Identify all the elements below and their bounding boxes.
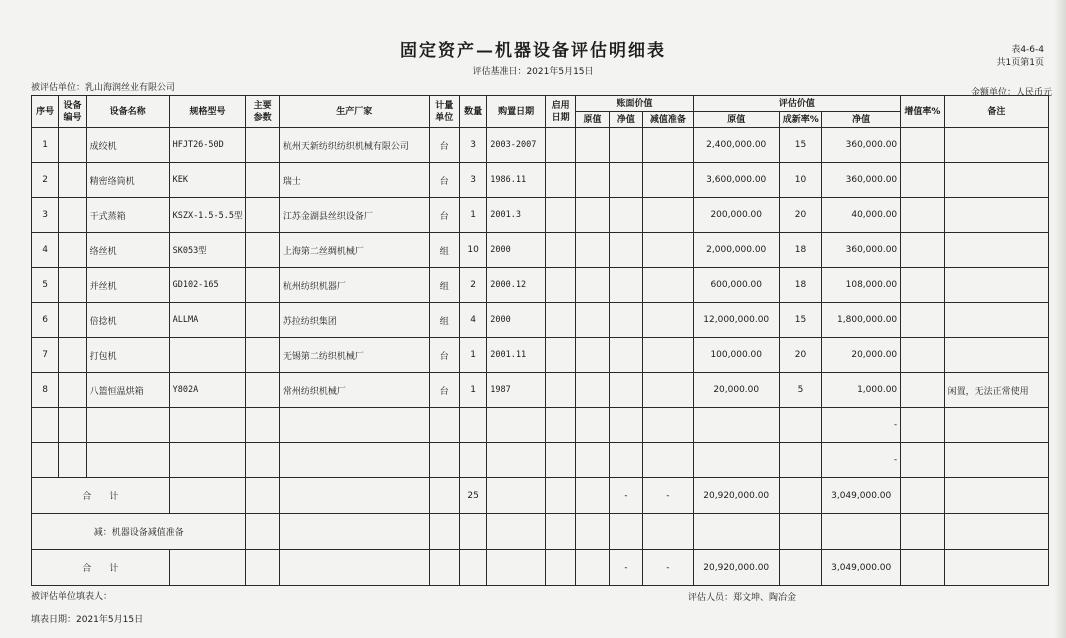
row-newness-rate: 5 bbox=[779, 373, 821, 408]
row-maker: 常州纺织机械厂 bbox=[279, 373, 429, 408]
total-book-net: - bbox=[609, 478, 642, 514]
row-seq: 1 bbox=[32, 128, 59, 163]
row-model: ALLMA bbox=[169, 303, 246, 338]
row-impairment bbox=[643, 338, 694, 373]
row-equipment-name: 成绞机 bbox=[86, 128, 169, 163]
page-edge-shadow bbox=[1054, 0, 1066, 638]
header-purchase-date: 购置日期 bbox=[487, 96, 546, 128]
row-qty: 4 bbox=[459, 303, 486, 338]
row-appraised-original: 12,000,000.00 bbox=[693, 303, 779, 338]
row-appraised-net: 1,800,000.00 bbox=[822, 303, 901, 338]
row-book-net bbox=[609, 128, 642, 163]
header-increase-rate: 增值率% bbox=[901, 96, 945, 128]
row-appraised-original: 200,000.00 bbox=[693, 198, 779, 233]
row-purchase-date: 2001.3 bbox=[487, 198, 546, 233]
final-total-book-net: - bbox=[609, 550, 642, 586]
row-model: KSZX-1.5-5.5型 bbox=[169, 198, 246, 233]
table-number: 表4-6-4 bbox=[1011, 45, 1044, 55]
row-seq: 6 bbox=[32, 303, 59, 338]
row-book-original bbox=[576, 373, 609, 408]
row-model: KEK bbox=[169, 163, 246, 198]
blank-row bbox=[32, 408, 1049, 443]
row-start-date bbox=[545, 198, 575, 233]
row-start-date bbox=[545, 163, 575, 198]
header-book-value: 账面价值 bbox=[576, 96, 693, 112]
row-increase-rate bbox=[901, 233, 945, 268]
row-appraised-original: 2,400,000.00 bbox=[693, 128, 779, 163]
row-equipment-name: 打包机 bbox=[86, 338, 169, 373]
row-model: Y802A bbox=[169, 373, 246, 408]
row-book-net bbox=[609, 163, 642, 198]
row-remark bbox=[944, 338, 1048, 373]
header-book-net: 净值 bbox=[609, 112, 642, 128]
total-row bbox=[32, 478, 1049, 514]
row-qty: 3 bbox=[459, 163, 486, 198]
row-equip-no bbox=[59, 303, 86, 338]
row-params bbox=[246, 163, 279, 198]
header-newness: 成新率% bbox=[779, 112, 821, 128]
header-equip-no: 设备编号 bbox=[59, 96, 86, 128]
row-appraised-original: 3,600,000.00 bbox=[693, 163, 779, 198]
row-purchase-date: 2003-2007 bbox=[487, 128, 546, 163]
row-appraised-net: 360,000.00 bbox=[822, 128, 901, 163]
row-increase-rate bbox=[901, 198, 945, 233]
row-start-date bbox=[545, 338, 575, 373]
row-qty: 1 bbox=[459, 373, 486, 408]
row-equip-no bbox=[59, 233, 86, 268]
blank-row-dash: - bbox=[822, 408, 901, 443]
header-book-original: 原值 bbox=[576, 112, 609, 128]
footer-appraisers: 评估人员：郑文坤、陶冶金 bbox=[688, 593, 797, 603]
row-maker: 瑞士 bbox=[279, 163, 429, 198]
row-params bbox=[246, 373, 279, 408]
row-maker: 苏拉纺织集团 bbox=[279, 303, 429, 338]
row-equipment-name: 并丝机 bbox=[86, 268, 169, 303]
row-impairment bbox=[643, 268, 694, 303]
row-unit: 台 bbox=[429, 163, 459, 198]
row-increase-rate bbox=[901, 303, 945, 338]
row-book-original bbox=[576, 338, 609, 373]
row-params bbox=[246, 303, 279, 338]
total-impairment: - bbox=[643, 478, 694, 514]
row-book-original bbox=[576, 128, 609, 163]
row-newness-rate: 10 bbox=[779, 163, 821, 198]
row-purchase-date: 2000 bbox=[487, 303, 546, 338]
table-row bbox=[32, 303, 1049, 338]
row-newness-rate: 20 bbox=[779, 338, 821, 373]
header-appr-original: 原值 bbox=[693, 112, 779, 128]
row-unit: 台 bbox=[429, 338, 459, 373]
row-maker: 无锡第二纺织机械厂 bbox=[279, 338, 429, 373]
row-remark bbox=[944, 128, 1048, 163]
row-equip-no bbox=[59, 338, 86, 373]
row-appraised-net: 360,000.00 bbox=[822, 233, 901, 268]
row-qty: 1 bbox=[459, 338, 486, 373]
table-row bbox=[32, 338, 1049, 373]
row-maker: 杭州纺织机器厂 bbox=[279, 268, 429, 303]
header-params: 主要参数 bbox=[246, 96, 279, 128]
row-book-original bbox=[576, 303, 609, 338]
final-total-row bbox=[32, 550, 1049, 586]
row-purchase-date: 1986.11 bbox=[487, 163, 546, 198]
row-newness-rate: 18 bbox=[779, 268, 821, 303]
row-qty: 10 bbox=[459, 233, 486, 268]
row-remark bbox=[944, 303, 1048, 338]
row-model bbox=[169, 338, 246, 373]
header-qty: 数量 bbox=[459, 96, 486, 128]
row-maker: 江苏金湖县丝织设备厂 bbox=[279, 198, 429, 233]
row-remark: 闲置，无法正常使用 bbox=[944, 373, 1048, 408]
row-newness-rate: 15 bbox=[779, 303, 821, 338]
row-start-date bbox=[545, 268, 575, 303]
row-equipment-name: 络丝机 bbox=[86, 233, 169, 268]
row-params bbox=[246, 338, 279, 373]
row-equipment-name: 八篮恒温烘箱 bbox=[86, 373, 169, 408]
row-appraised-net: 20,000.00 bbox=[822, 338, 901, 373]
row-equipment-name: 干式蒸箱 bbox=[86, 198, 169, 233]
row-impairment bbox=[643, 303, 694, 338]
row-model: HFJT26-50D bbox=[169, 128, 246, 163]
row-model: SK053型 bbox=[169, 233, 246, 268]
footer-filler: 被评估单位填表人： bbox=[31, 592, 113, 602]
row-book-net bbox=[609, 198, 642, 233]
row-equip-no bbox=[59, 198, 86, 233]
row-appraised-net: 40,000.00 bbox=[822, 198, 901, 233]
row-unit: 台 bbox=[429, 128, 459, 163]
row-remark bbox=[944, 163, 1048, 198]
footer-fill-date: 填表日期：2021年5月15日 bbox=[31, 615, 144, 625]
header-appraised-value: 评估价值 bbox=[693, 96, 900, 112]
row-qty: 2 bbox=[459, 268, 486, 303]
row-purchase-date: 1987 bbox=[487, 373, 546, 408]
row-params bbox=[246, 128, 279, 163]
row-start-date bbox=[545, 128, 575, 163]
row-newness-rate: 18 bbox=[779, 233, 821, 268]
header-impairment: 减值准备 bbox=[643, 112, 694, 128]
row-unit: 台 bbox=[429, 373, 459, 408]
row-book-net bbox=[609, 268, 642, 303]
row-unit: 组 bbox=[429, 233, 459, 268]
page-title: 固定资产—机器设备评估明细表 bbox=[400, 41, 666, 61]
row-appraised-net: 1,000.00 bbox=[822, 373, 901, 408]
total-appraised-net: 3,049,000.00 bbox=[822, 478, 901, 514]
row-newness-rate: 15 bbox=[779, 128, 821, 163]
row-increase-rate bbox=[901, 373, 945, 408]
row-book-original bbox=[576, 163, 609, 198]
asset-valuation-table bbox=[31, 95, 1049, 586]
row-unit: 组 bbox=[429, 268, 459, 303]
row-unit: 组 bbox=[429, 303, 459, 338]
row-purchase-date: 2000.12 bbox=[487, 268, 546, 303]
row-increase-rate bbox=[901, 268, 945, 303]
blank-row-dash: - bbox=[822, 443, 901, 478]
table-row bbox=[32, 233, 1049, 268]
header-model: 规格型号 bbox=[169, 96, 246, 128]
row-impairment bbox=[643, 163, 694, 198]
row-params bbox=[246, 198, 279, 233]
row-seq: 3 bbox=[32, 198, 59, 233]
row-equip-no bbox=[59, 373, 86, 408]
row-seq: 2 bbox=[32, 163, 59, 198]
table-row bbox=[32, 373, 1049, 408]
row-increase-rate bbox=[901, 163, 945, 198]
row-equip-no bbox=[59, 163, 86, 198]
row-remark bbox=[944, 268, 1048, 303]
row-params bbox=[246, 233, 279, 268]
row-appraised-original: 20,000.00 bbox=[693, 373, 779, 408]
row-purchase-date: 2000 bbox=[487, 233, 546, 268]
row-impairment bbox=[643, 373, 694, 408]
valuation-base-date: 评估基准日：2021年5月15日 bbox=[472, 67, 594, 77]
row-remark bbox=[944, 233, 1048, 268]
total-appraised-original: 20,920,000.00 bbox=[693, 478, 779, 514]
row-equipment-name: 精密络筒机 bbox=[86, 163, 169, 198]
table-row bbox=[32, 268, 1049, 303]
row-maker: 上海第二丝绸机械厂 bbox=[279, 233, 429, 268]
row-appraised-original: 2,000,000.00 bbox=[693, 233, 779, 268]
row-equipment-name: 倍捻机 bbox=[86, 303, 169, 338]
header-start-date: 启用日期 bbox=[545, 96, 575, 128]
header-appr-net: 净值 bbox=[822, 112, 901, 128]
row-qty: 3 bbox=[459, 128, 486, 163]
row-start-date bbox=[545, 233, 575, 268]
row-book-net bbox=[609, 373, 642, 408]
row-qty: 1 bbox=[459, 198, 486, 233]
less-impairment-label: 减：机器设备减值准备 bbox=[32, 514, 246, 550]
row-model: GD102-165 bbox=[169, 268, 246, 303]
row-params bbox=[246, 268, 279, 303]
final-total-appraised-net: 3,049,000.00 bbox=[822, 550, 901, 586]
row-purchase-date: 2001.11 bbox=[487, 338, 546, 373]
final-total-label: 合 计 bbox=[32, 550, 170, 586]
total-label: 合 计 bbox=[32, 478, 170, 514]
header-remark: 备注 bbox=[944, 96, 1048, 128]
row-impairment bbox=[643, 128, 694, 163]
header-name: 设备名称 bbox=[86, 96, 169, 128]
header-row-1 bbox=[32, 96, 1049, 112]
final-total-impairment: - bbox=[643, 550, 694, 586]
row-seq: 8 bbox=[32, 373, 59, 408]
table-row bbox=[32, 198, 1049, 233]
row-book-original bbox=[576, 268, 609, 303]
page-info: 共1页第1页 bbox=[996, 58, 1044, 68]
row-impairment bbox=[643, 233, 694, 268]
row-increase-rate bbox=[901, 338, 945, 373]
header-unit: 计量单位 bbox=[429, 96, 459, 128]
row-appraised-original: 600,000.00 bbox=[693, 268, 779, 303]
row-start-date bbox=[545, 303, 575, 338]
row-impairment bbox=[643, 198, 694, 233]
row-appraised-net: 108,000.00 bbox=[822, 268, 901, 303]
row-newness-rate: 20 bbox=[779, 198, 821, 233]
table-row bbox=[32, 163, 1049, 198]
row-seq: 7 bbox=[32, 338, 59, 373]
row-remark bbox=[944, 198, 1048, 233]
impairment-row bbox=[32, 514, 1049, 550]
blank-row bbox=[32, 443, 1049, 478]
final-total-appraised-original: 20,920,000.00 bbox=[693, 550, 779, 586]
header-seq: 序号 bbox=[32, 96, 59, 128]
row-start-date bbox=[545, 373, 575, 408]
row-appraised-net: 360,000.00 bbox=[822, 163, 901, 198]
row-book-net bbox=[609, 303, 642, 338]
row-book-net bbox=[609, 338, 642, 373]
row-increase-rate bbox=[901, 128, 945, 163]
row-maker: 杭州天新纺织纺织机械有限公司 bbox=[279, 128, 429, 163]
total-qty: 25 bbox=[459, 478, 486, 514]
row-equip-no bbox=[59, 128, 86, 163]
header-maker: 生产厂家 bbox=[279, 96, 429, 128]
row-equip-no bbox=[59, 268, 86, 303]
table-row bbox=[32, 128, 1049, 163]
row-seq: 4 bbox=[32, 233, 59, 268]
row-book-original bbox=[576, 233, 609, 268]
row-book-original bbox=[576, 198, 609, 233]
currency-unit: 金额单位：人民币元 bbox=[970, 88, 1052, 98]
row-seq: 5 bbox=[32, 268, 59, 303]
row-appraised-original: 100,000.00 bbox=[693, 338, 779, 373]
row-book-net bbox=[609, 233, 642, 268]
appraised-organization: 被评估单位：乳山海润丝业有限公司 bbox=[31, 83, 176, 93]
row-unit: 台 bbox=[429, 198, 459, 233]
